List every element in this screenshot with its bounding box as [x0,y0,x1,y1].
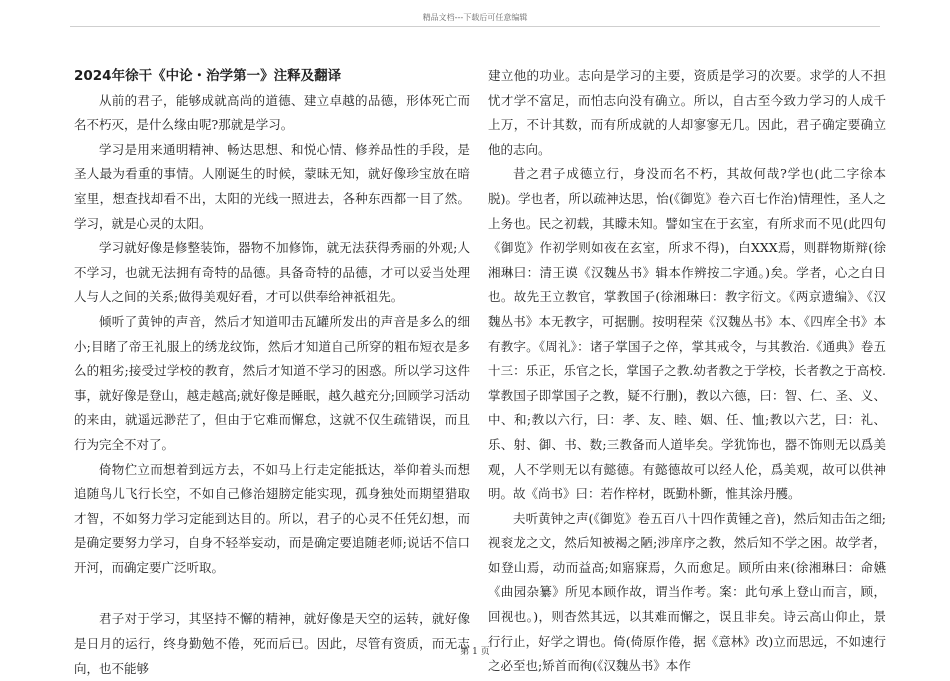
paragraph: 倚物伫立而想着到远方去，不如马上行走定能抵达，举仰着头而想追随鸟儿飞行长空，不如自己修治翅膀定能实现，孤身独处而期望猎取才智，不如努力学习定能到达目的。所以，君子的心灵不任凭幻想，而是确定要努力学习，自身不轻举妄动，而是确定要追随老师;说话不信口开河，而确定要广泛听取。 [74,461,470,575]
page-number: 第 1 页 [460,647,490,657]
paragraph: 倾听了黄钟的声音，然后才知道叩击瓦罐所发出的声音是多么的细小;目睹了帝王礼服上的绣龙纹饰，然后才知道自己所穿的粗布短衣是多么的粗劣;接受过学校的教育，然后才知道不学习的困惑。所以学习这件事，就好像是登山，越走越高;就好像是睡眠，越久越充分;回顾学习活动的来由，就遥远渺茫了，但由于它难而懈怠，这就不仅生疏错误，而且行为完全不对了。 [74,313,470,452]
page-header: 精品文档---下载后可任意编辑 [422,13,528,22]
left-column [74,64,470,681]
paragraph: 君子对于学习，其坚持不懈的精神，就好像是天空的运转，就好像是日月的运行，终身勤勉不倦，死而后已。因此，尽管有资质，而无志向，也不能够 [74,611,470,676]
paragraph: 学习是用来通明精神、畅达思想、和悦心情、修养品性的手段，是圣人最为看重的事情。人刚诞生的时候，蒙昧无知，就好像珍宝放在暗室里，想查找却看不出，太阳的光线一照进去，各种东西都一目了然。学习，就是心灵的太阳。 [74,141,470,231]
paragraph: 学习就好像是修整装饰，器物不加修饰，就无法获得秀丽的外观;人不学习，也就无法拥有奇特的品德。具备奇特的品德，才可以妥当处理人与人之间的关系;做得美观好看，才可以供奉给神祇祖先。 [74,240,470,305]
paragraph: 建立他的功业。志向是学习的主要，资质是学习的次要。求学的人不担忧才学不富足，而怕志向没有确立。所以，自古至今致力学习的人成千上万，不计其数，而有所成就的人却寥寥无几。因此，君子确定要确立他的志向。 [488,68,886,157]
paragraph: 昔之君子成德立行，身没而名不朽，其故何哉?学也(此二字徐本脱)。学也者，所以疏神达思，怡(《御览》卷六百七作治)情理性，圣人之上务也。民之初载，其矇未知。譬如宝在于玄室，有所求而不见(此四句《御览》作初学则如夜在玄室，所求不得)，白XXX焉，则群物斯辩(徐湘琳曰：清王谟《汉魏丛书》辑本作辨按二字通。)矣。学者，心之白日也。故先王立教官，掌教国子(徐湘琳曰：教字衍文。《两京遗编》、《汉魏丛书》本无教字，可据删。按明程荣《汉魏丛书》本、《四库全书》本有教字。《周礼》：诸子掌国子之倅，掌其戒令，与其教治.《通典》卷五十三：乐正，乐官之长，掌国子之教.幼者教之于学校，长者教之于高校.掌教国子即掌国子之教，疑不行删)，教以六德，曰：智、仁、圣、义、中、和;教以六行，曰：孝、友、睦、姻、任、恤;教以六艺，曰：礼、乐、射、御、书、数;三教备而人道毕矣。学犹饰也，器不饰则无以爲美观，人不学则无以有懿德。有懿德故可以经人伦，爲美观，故可以供神明。故《尚书》曰：若作梓材，既勤朴斵，惟其涂丹雘。 [488,166,886,502]
right-column [488,64,886,679]
paragraph: 夫听黄钟之声(《御览》卷五百八十四作黄锺之音)，然后知击缶之细;视衮龙之文，然后知被褐之陋;涉庠序之教，然后知不学之困。故学者，如登山焉，动而益高;如寤寐焉，久而愈足。顾所由来(徐湘琳曰：命嬿《曲园杂纂》所见本顾作故，谓当作考。案：此句承上登山而言，顾，回视也。)，则杳然其远，以其难而懈之，误且非矣。诗云高山仰止，景行行止，好学之谓也。倚(倚原作倦，据《意林》改)立而思远，不如速行之必至也;矫首而徇(《汉魏丛书》本作 [488,510,886,674]
document-title: 2024年徐干《中论・治学第一》注释及翻译 [74,68,342,84]
paragraph: 从前的君子，能够成就高尚的道德、建立卓越的品德，形体死亡而名不朽灭，是什么缘由呢?那就是学习。 [74,92,470,133]
header-divider [70,26,880,27]
